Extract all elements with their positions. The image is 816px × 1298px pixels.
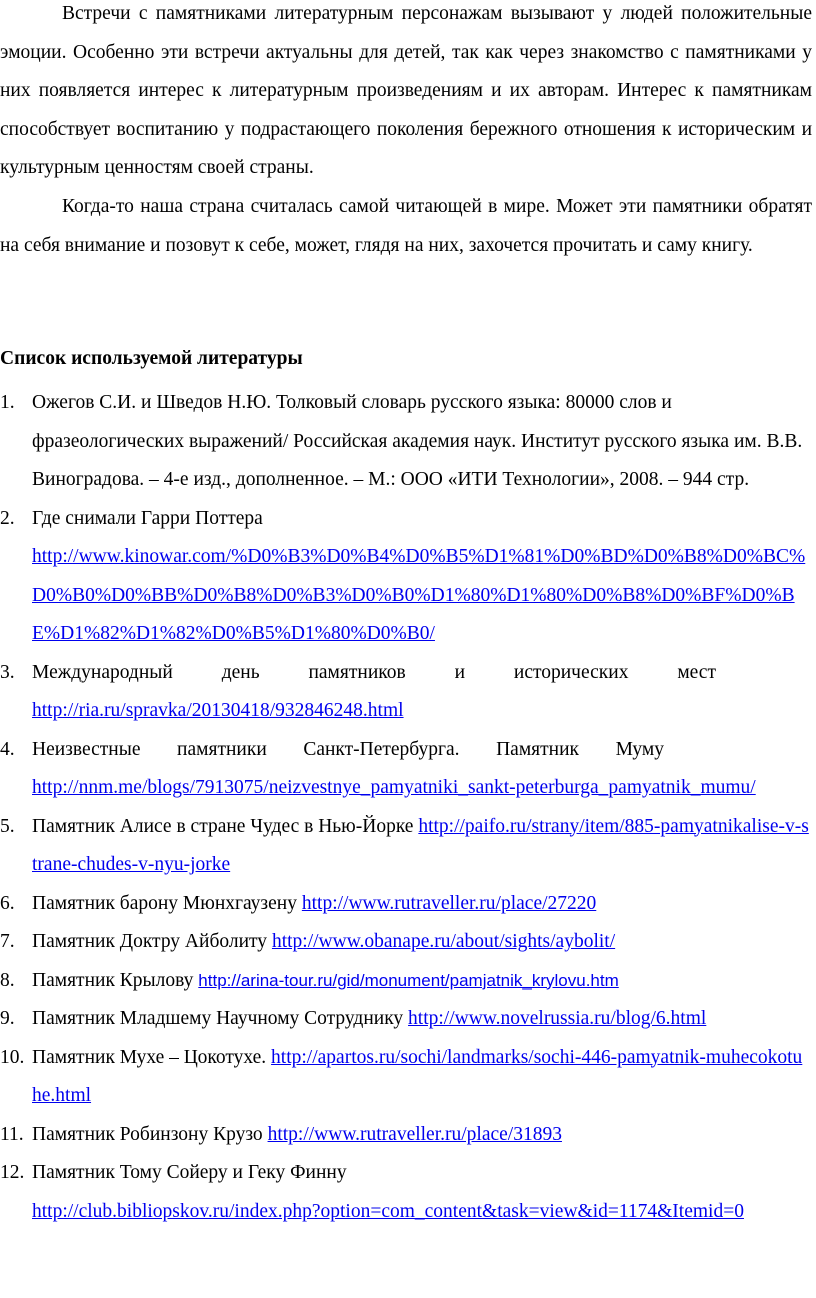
- reference-item: [0, 808, 812, 885]
- reference-item: [0, 1039, 812, 1116]
- reference-number: 6.: [0, 892, 15, 914]
- reference-text: Ожегов С.И. и Шведов Н.Ю. Толковый словарь русского языка: 80000 слов и фразеологических выражений/ Российская академия наук. Институт русского языка им. В.В. Виноградова. – 4-е изд., дополненное. – М.: ООО «ИТИ Технологии», 2008. – 944 стр.: [32, 392, 803, 490]
- reference-item: [0, 384, 812, 500]
- reference-text: Памятник Алисе в стране Чудес в Нью-Йорке: [32, 815, 419, 837]
- reference-link[interactable]: http://paifo.ru/strany/item/885-pamyatnikalise-v-strane-chudes-v-nyu-jorke: [32, 815, 809, 875]
- reference-item: [0, 923, 812, 962]
- reference-number: 8.: [0, 969, 15, 991]
- reference-number: 9.: [0, 1008, 15, 1029]
- reference-item: [0, 1116, 812, 1155]
- references-heading: Список используемой литературы: [0, 348, 303, 369]
- reference-link[interactable]: http://club.bibliopskov.ru/index.php?option=com_content&task=view&id=1174&Itemid=0: [32, 1200, 744, 1222]
- reference-link[interactable]: http://www.kinowar.com/%D0%B3%D0%B4%D0%B5%D1%81%D0%BD%D0%B8%D0%BC%D0%B0%D0%BB%D0%B8%D0%B3%D0%B0%D1%80%D1%80%D0%B8%D0%BF%D0%BE%D1%82%D1%82%D0%B5%D1%80%D0%B0/: [32, 546, 806, 644]
- reference-text: Где снимали Гарри Поттера: [32, 507, 263, 529]
- reference-text: Памятник Робинзону Крузо: [32, 1123, 268, 1145]
- reference-item: [0, 1154, 812, 1231]
- reference-item: [0, 731, 812, 808]
- reference-number: 1.: [0, 392, 15, 413]
- reference-text: Памятник барону Мюнхгаузену: [32, 892, 302, 914]
- reference-link[interactable]: http://ria.ru/spravka/20130418/932846248.html: [32, 700, 404, 721]
- reference-number: 2.: [0, 507, 15, 529]
- reference-item: [0, 654, 812, 731]
- reference-item: [0, 500, 812, 654]
- reference-item: [0, 885, 812, 924]
- references-list: [0, 384, 812, 1231]
- reference-link[interactable]: http://apartos.ru/sochi/landmarks/sochi-446-pamyatnik-muhecokotuhe.html: [32, 1046, 803, 1106]
- reference-text: Памятник Мухе – Цокотухе.: [32, 1046, 272, 1068]
- reference-number: 11.: [0, 1123, 24, 1145]
- reference-text: Международный день памятников и исторических мест: [32, 661, 716, 683]
- paragraph-1: Встречи с памятниками литературным персонажам вызывают у людей положительные эмоции. Особенно эти встречи актуальны для детей, так как через знакомство с памятниками у них появляется интерес к литературным произведениям и их авторам. Интерес к памятникам способствует воспитанию у подрастающего поколения бережного отношения к историческим и культурным ценностям своей страны.: [0, 3, 812, 178]
- reference-item: [0, 962, 812, 1001]
- reference-link[interactable]: http://www.obanape.ru/about/sights/aybolit/: [271, 931, 616, 952]
- reference-number: 5.: [0, 815, 15, 837]
- reference-text: Памятник Крылову: [32, 969, 199, 991]
- reference-link[interactable]: http://www.rutraveller.ru/place/31893: [267, 1123, 562, 1145]
- reference-link[interactable]: http://www.novelrussia.ru/blog/6.html: [408, 1008, 707, 1029]
- reference-text: Неизвестные памятники Санкт-Петербурга. Памятник Муму: [32, 738, 664, 760]
- reference-number: 3.: [0, 661, 15, 683]
- reference-number: 10.: [0, 1046, 25, 1068]
- paragraph-2: Когда-то наша страна считалась самой читающей в мире. Может эти памятники обратят на себя внимание и позовут к себе, может, глядя на них, захочется прочитать и саму книгу.: [0, 196, 812, 256]
- reference-text: Памятник Доктру Айболиту: [32, 931, 272, 952]
- reference-text: Памятник Младшему Научному Сотруднику: [32, 1008, 409, 1029]
- reference-link[interactable]: http://nnm.me/blogs/7913075/neizvestnye_pamyatniki_sankt-peterburga_pamyatnik_mumu/: [32, 777, 756, 798]
- reference-text: Памятник Тому Сойеру и Геку Финну: [32, 1162, 347, 1183]
- reference-link[interactable]: http://arina-tour.ru/gid/monument/pamjatnik_krylovu.htm: [198, 970, 619, 990]
- reference-link[interactable]: http://www.rutraveller.ru/place/27220: [301, 892, 597, 914]
- reference-item: [0, 1000, 812, 1039]
- reference-number: 12.: [0, 1162, 25, 1183]
- reference-number: 7.: [0, 931, 15, 952]
- reference-number: 4.: [0, 738, 15, 760]
